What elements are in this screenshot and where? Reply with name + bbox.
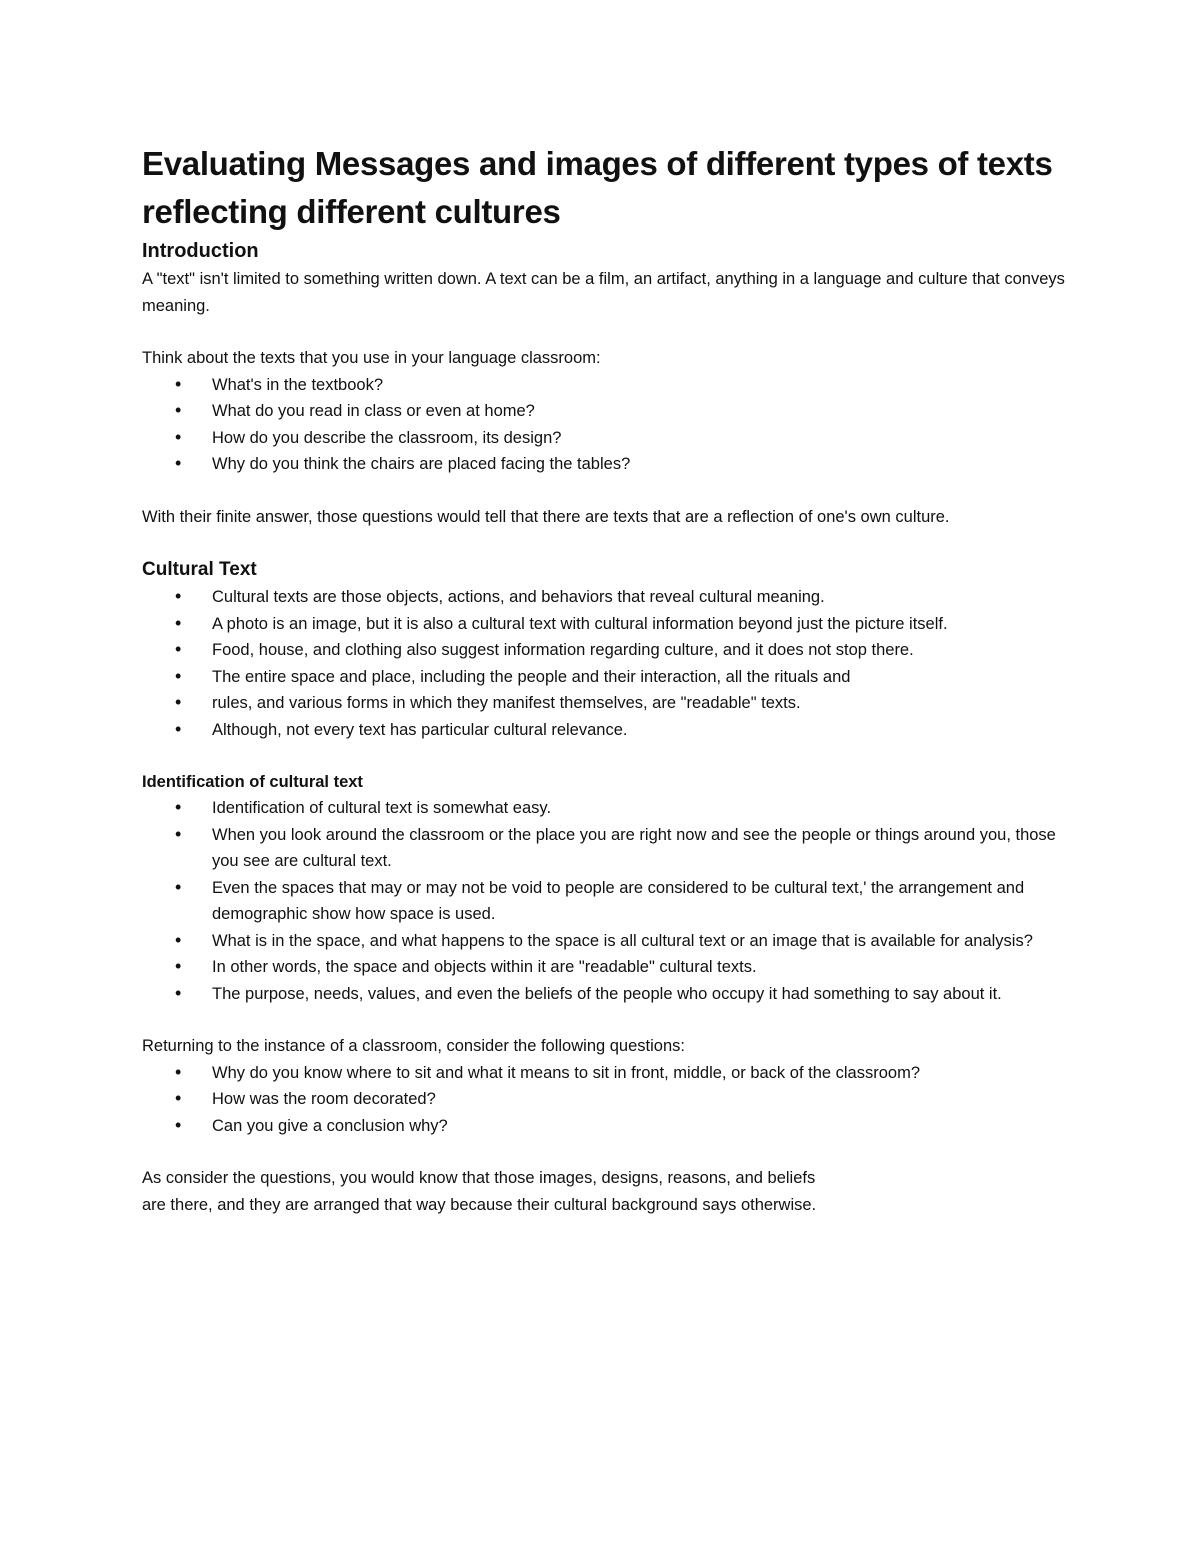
list-item: • Why do you know where to sit and what it means to sit in front, middle, or back of the classroom? (175, 1061, 920, 1082)
list-item: • Even the spaces that may or may not be void to people are considered to be cultural text,' the arrangement and demographic show how space is used. (175, 876, 1025, 923)
bullet-icon: • (175, 929, 182, 950)
bullet-icon: • (175, 823, 182, 844)
intro-paragraph-2: Think about the texts that you use in your language classroom: (142, 349, 601, 367)
bullet-icon: • (175, 400, 182, 420)
document-title: Evaluating Messages and images of different types of texts reflecting different cultures (142, 145, 1053, 230)
list-item: • The entire space and place, including the people and their interaction, all the rituals and (175, 665, 851, 686)
list-item: • The purpose, needs, values, and even the beliefs of the people who occupy it had something to say about it. (175, 982, 1002, 1003)
bullet-icon: • (175, 426, 182, 447)
list-item: • Food, house, and clothing also suggest information regarding culture, and it does not stop there. (175, 639, 914, 659)
list-item: • What is in the space, and what happens to the space is all cultural text or an image that is available for analysis? (175, 929, 1033, 950)
list-item: • A photo is an image, but it is also a cultural text with cultural information beyond just the picture itself. (175, 612, 948, 633)
list-item: • What's in the textbook? (175, 373, 383, 394)
heading-cultural-text: Cultural Text (142, 559, 257, 580)
heading-introduction: Introduction (142, 240, 259, 262)
bullet-icon: • (175, 956, 182, 976)
bullet-icon: • (175, 639, 182, 659)
classroom-question-list (142, 1060, 1072, 1140)
list-item: • How do you describe the classroom, its design? (175, 426, 562, 447)
list-item: • rules, and various forms in which they manifest themselves, are "readable" texts. (175, 692, 801, 712)
cultural-text-list (142, 584, 1072, 743)
bullet-icon: • (175, 982, 182, 1003)
bullet-icon: • (175, 718, 182, 739)
bullet-icon: • (175, 1061, 182, 1082)
list-item: • What do you read in class or even at home? (175, 400, 535, 420)
list-item: • In other words, the space and objects within it are "readable" cultural texts. (175, 956, 757, 976)
bullet-icon: • (175, 453, 182, 473)
list-item: • Cultural texts are those objects, actions, and behaviors that reveal cultural meaning. (175, 586, 825, 606)
heading-identification: Identification of cultural text (142, 773, 363, 791)
bullet-icon: • (175, 797, 182, 817)
intro-paragraph-3: With their finite answer, those questions would tell that there are texts that are a reflection of one's own culture. (142, 507, 950, 526)
bullet-icon: • (175, 1088, 182, 1108)
bullet-icon: • (175, 612, 182, 633)
document-page (142, 140, 1072, 1218)
returning-paragraph: Returning to the instance of a classroom, consider the following questions: (142, 1037, 685, 1055)
intro-paragraph-1: A "text" isn't limited to something written down. A text can be a film, an artifact, anything in a language and culture that conveys meaning. (142, 270, 1065, 315)
identification-list (142, 795, 1072, 1007)
list-item: • Although, not every text has particular cultural relevance. (175, 718, 628, 739)
list-item: • Identification of cultural text is somewhat easy. (175, 797, 552, 817)
conclusion-line-1: As consider the questions, you would know that those images, designs, reasons, and beliefs (142, 1169, 816, 1187)
bullet-icon: • (175, 665, 182, 686)
list-item: • Why do you think the chairs are placed facing the tables? (175, 453, 631, 473)
conclusion-line-2: are there, and they are arranged that way because their cultural background says otherwise. (142, 1195, 817, 1214)
bullet-icon: • (175, 876, 182, 897)
bullet-icon: • (175, 1114, 182, 1135)
intro-question-list (142, 372, 1072, 478)
bullet-icon: • (175, 586, 182, 606)
list-item: • How was the room decorated? (175, 1088, 436, 1108)
bullet-icon: • (175, 692, 182, 712)
list-item: • Can you give a conclusion why? (175, 1114, 448, 1135)
list-item: • When you look around the classroom or the place you are right now and see the people or things around you, those you see are cultural text. (175, 823, 1056, 870)
bullet-icon: • (175, 373, 182, 394)
